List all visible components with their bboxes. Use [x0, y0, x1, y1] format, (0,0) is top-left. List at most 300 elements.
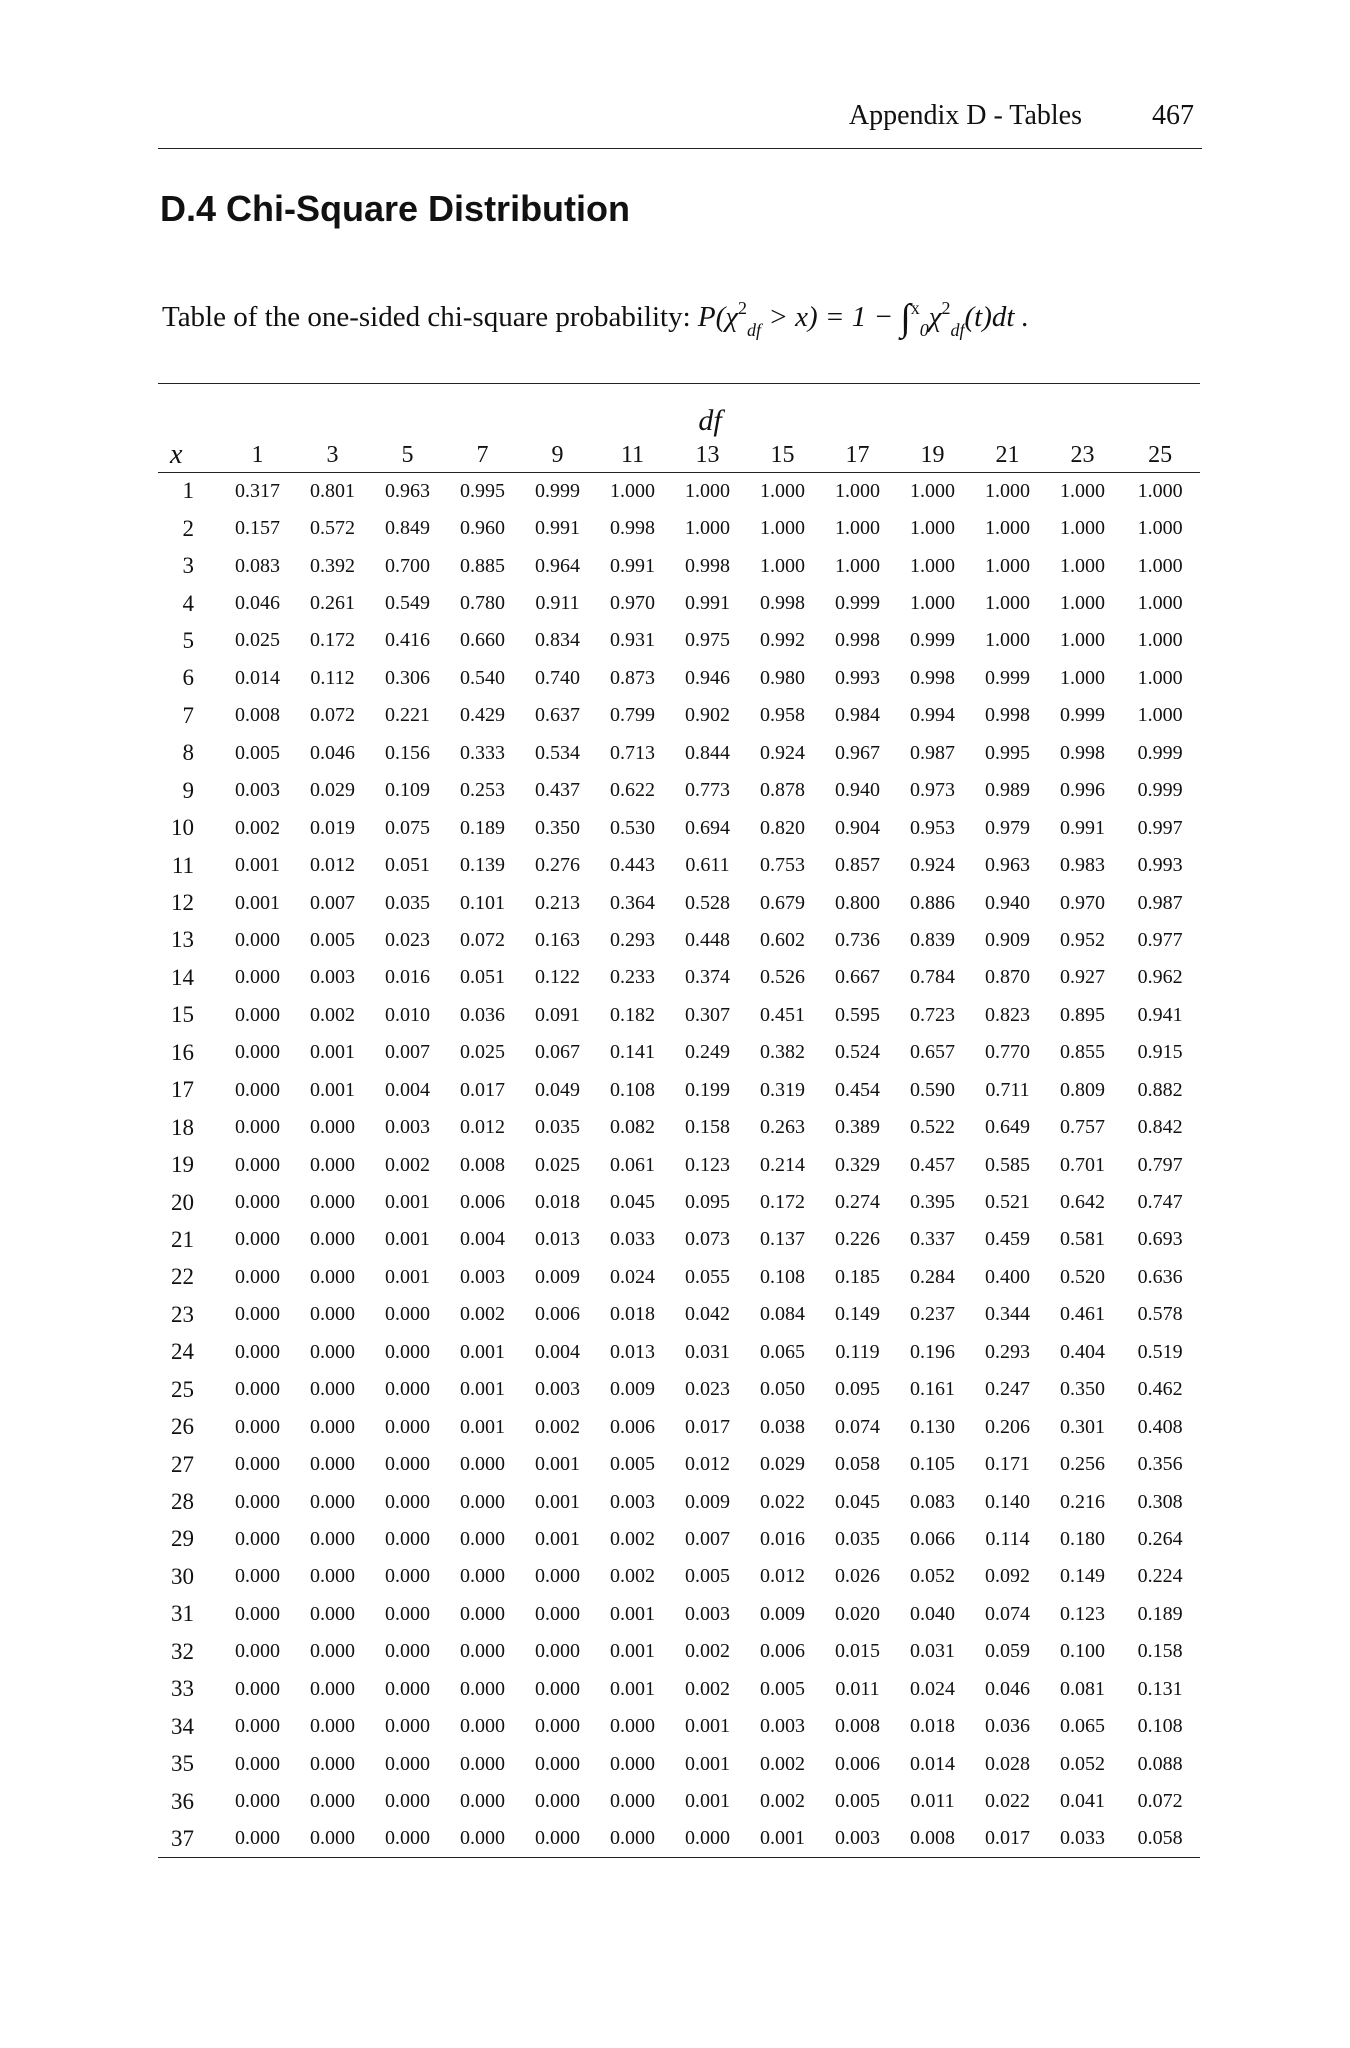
probability-cell: 0.006	[760, 1640, 805, 1663]
probability-cell: 0.011	[910, 1790, 955, 1813]
probability-cell: 0.137	[760, 1228, 805, 1251]
probability-cell: 0.010	[385, 1003, 430, 1026]
probability-cell: 0.524	[835, 1041, 880, 1064]
probability-cell: 0.993	[835, 666, 880, 689]
probability-cell: 0.740	[535, 666, 580, 689]
probability-cell: 0.000	[385, 1378, 430, 1401]
table-row	[158, 510, 1200, 547]
probability-cell: 0.857	[835, 854, 880, 877]
probability-cell: 0.016	[385, 966, 430, 989]
probability-cell: 0.052	[910, 1565, 955, 1588]
probability-cell: 0.992	[760, 629, 805, 652]
probability-cell: 0.065	[760, 1340, 805, 1363]
probability-cell: 0.029	[760, 1453, 805, 1476]
probability-cell: 0.033	[1060, 1827, 1105, 1850]
probability-cell: 0.001	[685, 1752, 730, 1775]
probability-cell: 0.051	[460, 966, 505, 989]
probability-cell: 0.108	[760, 1265, 805, 1288]
probability-cell: 0.157	[235, 517, 280, 540]
x-value-cell: 16	[171, 1039, 194, 1065]
table-row	[158, 1334, 1200, 1371]
probability-cell: 0.055	[685, 1265, 730, 1288]
probability-cell: 0.797	[1137, 1153, 1183, 1176]
probability-cell: 0.374	[685, 966, 730, 989]
x-value-cell: 27	[171, 1451, 194, 1477]
probability-cell: 0.020	[835, 1602, 880, 1625]
probability-cell: 0.002	[610, 1527, 655, 1550]
probability-cell: 0.000	[235, 1228, 280, 1251]
probability-cell: 0.344	[985, 1303, 1030, 1326]
x-value-cell: 24	[171, 1339, 194, 1365]
probability-cell: 0.000	[610, 1752, 655, 1775]
running-header	[158, 96, 1202, 149]
probability-cell: 0.003	[310, 966, 355, 989]
probability-cell: 0.000	[385, 1827, 430, 1850]
probability-cell: 0.873	[610, 666, 655, 689]
probability-cell: 0.991	[1060, 816, 1105, 839]
probability-cell: 0.636	[1137, 1265, 1183, 1288]
probability-cell: 0.999	[985, 666, 1030, 689]
probability-cell: 0.002	[460, 1303, 505, 1326]
probability-cell: 0.000	[310, 1265, 355, 1288]
probability-cell: 0.637	[535, 704, 580, 727]
probability-cell: 0.572	[310, 517, 355, 540]
probability-cell: 0.005	[685, 1565, 730, 1588]
probability-cell: 0.595	[835, 1003, 880, 1026]
df-column-header: 17	[820, 438, 895, 473]
probability-cell: 0.000	[235, 1041, 280, 1064]
probability-cell: 0.031	[910, 1640, 955, 1663]
table-row	[158, 660, 1200, 697]
probability-cell: 0.017	[460, 1078, 505, 1101]
probability-cell: 0.072	[310, 704, 355, 727]
table-row	[158, 1408, 1200, 1445]
probability-cell: 0.000	[310, 1790, 355, 1813]
x-value-cell: 19	[171, 1152, 194, 1178]
probability-cell: 0.119	[835, 1340, 880, 1363]
probability-cell: 0.000	[460, 1490, 505, 1513]
probability-cell: 0.029	[310, 779, 355, 802]
probability-cell: 0.005	[835, 1790, 880, 1813]
probability-cell: 0.018	[610, 1303, 655, 1326]
probability-cell: 0.459	[985, 1228, 1030, 1251]
probability-cell: 0.997	[1137, 816, 1183, 839]
probability-cell: 0.960	[460, 517, 505, 540]
probability-cell: 0.082	[610, 1116, 655, 1139]
x-value-cell: 36	[171, 1788, 194, 1814]
probability-cell: 0.940	[835, 779, 880, 802]
probability-cell: 0.003	[235, 779, 280, 802]
probability-cell: 0.000	[385, 1453, 430, 1476]
probability-cell: 0.000	[235, 1565, 280, 1588]
probability-cell: 0.088	[1137, 1752, 1183, 1775]
probability-cell: 0.000	[610, 1790, 655, 1813]
probability-cell: 0.108	[610, 1078, 655, 1101]
probability-cell: 0.000	[460, 1827, 505, 1850]
table-row	[158, 1072, 1200, 1109]
x-value-cell: 22	[171, 1264, 194, 1290]
probability-cell: 0.049	[535, 1078, 580, 1101]
probability-cell: 0.931	[610, 629, 655, 652]
x-value-cell: 10	[171, 815, 194, 841]
probability-cell: 0.000	[460, 1565, 505, 1588]
probability-cell: 0.723	[910, 1003, 955, 1026]
probability-cell: 0.000	[235, 1602, 280, 1625]
probability-cell: 0.000	[535, 1640, 580, 1663]
probability-cell: 0.000	[535, 1677, 580, 1700]
caption-text: Table of the one-sided chi-square probability:	[162, 301, 691, 333]
probability-cell: 0.701	[1060, 1153, 1105, 1176]
probability-cell: 1.000	[1137, 592, 1183, 615]
probability-cell: 0.216	[1060, 1490, 1105, 1513]
probability-cell: 0.999	[1137, 779, 1183, 802]
probability-cell: 0.066	[910, 1527, 955, 1550]
probability-cell: 0.213	[535, 891, 580, 914]
probability-cell: 0.317	[235, 479, 280, 502]
probability-cell: 0.221	[385, 704, 430, 727]
probability-cell: 0.012	[460, 1116, 505, 1139]
probability-cell: 0.172	[310, 629, 355, 652]
probability-cell: 0.114	[985, 1527, 1030, 1550]
table-row	[158, 1371, 1200, 1408]
table-row	[158, 1558, 1200, 1595]
x-value-cell: 25	[171, 1376, 194, 1402]
probability-cell: 1.000	[685, 479, 730, 502]
probability-cell: 0.994	[910, 704, 955, 727]
probability-cell: 0.105	[910, 1453, 955, 1476]
probability-cell: 0.736	[835, 928, 880, 951]
probability-cell: 0.002	[535, 1415, 580, 1438]
table-row	[158, 1034, 1200, 1071]
probability-cell: 0.962	[1137, 966, 1183, 989]
probability-cell: 0.026	[835, 1565, 880, 1588]
probability-cell: 0.000	[310, 1752, 355, 1775]
probability-cell: 0.000	[235, 1340, 280, 1363]
probability-cell: 0.006	[460, 1191, 505, 1214]
probability-cell: 0.022	[985, 1790, 1030, 1813]
probability-cell: 0.025	[460, 1041, 505, 1064]
probability-cell: 0.000	[235, 1265, 280, 1288]
probability-cell: 0.834	[535, 629, 580, 652]
probability-cell: 0.461	[1060, 1303, 1105, 1326]
probability-cell: 0.001	[235, 854, 280, 877]
probability-cell: 0.000	[235, 1191, 280, 1214]
formula-chi: χ	[928, 301, 942, 333]
probability-cell: 0.141	[610, 1041, 655, 1064]
probability-cell: 0.915	[1137, 1041, 1183, 1064]
probability-cell: 0.045	[835, 1490, 880, 1513]
probability-cell: 0.161	[910, 1378, 955, 1401]
x-value-cell: 7	[182, 702, 194, 728]
probability-cell: 0.454	[835, 1078, 880, 1101]
probability-cell: 0.800	[835, 891, 880, 914]
probability-cell: 0.443	[610, 854, 655, 877]
probability-cell: 0.000	[685, 1827, 730, 1850]
probability-cell: 0.001	[235, 891, 280, 914]
probability-cell: 0.014	[235, 666, 280, 689]
probability-cell: 0.083	[910, 1490, 955, 1513]
probability-cell: 0.958	[760, 704, 805, 727]
table-row	[158, 1671, 1200, 1708]
probability-cell: 0.067	[535, 1041, 580, 1064]
probability-cell: 0.091	[535, 1003, 580, 1026]
probability-cell: 0.046	[985, 1677, 1030, 1700]
table-row	[158, 622, 1200, 659]
table-row	[158, 997, 1200, 1034]
probability-cell: 0.780	[460, 592, 505, 615]
probability-cell: 0.000	[310, 1827, 355, 1850]
probability-cell: 0.000	[310, 1640, 355, 1663]
probability-cell: 0.784	[910, 966, 955, 989]
probability-cell: 0.000	[310, 1490, 355, 1513]
probability-cell: 0.003	[535, 1378, 580, 1401]
x-value-cell: 6	[182, 665, 194, 691]
table-row	[158, 959, 1200, 996]
probability-cell: 0.904	[835, 816, 880, 839]
probability-cell: 0.940	[985, 891, 1030, 914]
probability-cell: 0.000	[310, 1602, 355, 1625]
probability-cell: 0.001	[310, 1041, 355, 1064]
probability-cell: 0.000	[385, 1715, 430, 1738]
probability-cell: 0.995	[985, 741, 1030, 764]
probability-cell: 0.007	[385, 1041, 430, 1064]
probability-cell: 0.002	[760, 1790, 805, 1813]
probability-cell: 0.333	[460, 741, 505, 764]
probability-cell: 0.081	[1060, 1677, 1105, 1700]
probability-cell: 0.003	[385, 1116, 430, 1139]
x-value-cell: 14	[171, 964, 194, 990]
x-column-header: x	[158, 438, 220, 473]
probability-cell: 0.408	[1137, 1415, 1183, 1438]
probability-cell: 0.895	[1060, 1003, 1105, 1026]
probability-cell: 0.224	[1137, 1565, 1183, 1588]
probability-cell: 0.263	[760, 1116, 805, 1139]
probability-cell: 0.590	[910, 1078, 955, 1101]
probability-cell: 0.002	[760, 1752, 805, 1775]
probability-cell: 0.649	[985, 1116, 1030, 1139]
probability-cell: 0.000	[310, 1191, 355, 1214]
probability-cell: 0.416	[385, 629, 430, 652]
probability-cell: 0.878	[760, 779, 805, 802]
probability-cell: 0.000	[460, 1790, 505, 1813]
x-value-cell: 11	[171, 852, 194, 878]
probability-cell: 0.602	[760, 928, 805, 951]
probability-cell: 0.000	[235, 1303, 280, 1326]
probability-cell: 0.437	[535, 779, 580, 802]
probability-cell: 0.008	[835, 1715, 880, 1738]
probability-cell: 0.998	[760, 592, 805, 615]
probability-cell: 0.757	[1060, 1116, 1105, 1139]
probability-cell: 0.284	[910, 1265, 955, 1288]
probability-cell: 0.036	[985, 1715, 1030, 1738]
probability-cell: 0.395	[910, 1191, 955, 1214]
probability-cell: 1.000	[760, 554, 805, 577]
probability-cell: 0.350	[1060, 1378, 1105, 1401]
df-column-header: 3	[295, 438, 370, 473]
probability-cell: 0.182	[610, 1003, 655, 1026]
probability-cell: 0.013	[610, 1340, 655, 1363]
probability-cell: 0.578	[1137, 1303, 1183, 1326]
probability-cell: 0.140	[985, 1490, 1030, 1513]
probability-cell: 0.000	[235, 966, 280, 989]
probability-cell: 0.101	[460, 891, 505, 914]
probability-cell: 0.035	[535, 1116, 580, 1139]
probability-cell: 0.112	[310, 666, 355, 689]
probability-cell: 1.000	[1137, 666, 1183, 689]
probability-cell: 0.189	[460, 816, 505, 839]
probability-cell: 0.993	[1137, 854, 1183, 877]
probability-cell: 0.035	[385, 891, 430, 914]
probability-cell: 0.000	[460, 1453, 505, 1476]
probability-cell: 0.072	[1137, 1790, 1183, 1813]
x-value-cell: 28	[171, 1489, 194, 1515]
probability-cell: 0.000	[385, 1565, 430, 1588]
probability-cell: 0.522	[910, 1116, 955, 1139]
probability-cell: 0.400	[985, 1265, 1030, 1288]
probability-cell: 0.171	[985, 1453, 1030, 1476]
probability-cell: 0.000	[535, 1752, 580, 1775]
probability-cell: 0.001	[760, 1827, 805, 1850]
probability-cell: 0.009	[535, 1265, 580, 1288]
probability-cell: 1.000	[910, 554, 955, 577]
probability-cell: 0.952	[1060, 928, 1105, 951]
probability-cell: 0.264	[1137, 1527, 1183, 1550]
probability-cell: 0.429	[460, 704, 505, 727]
integral-sign: ∫	[900, 297, 911, 339]
probability-cell: 1.000	[835, 554, 880, 577]
probability-cell: 0.534	[535, 741, 580, 764]
probability-cell: 0.149	[1060, 1565, 1105, 1588]
df-column-header: 13	[670, 438, 745, 473]
probability-cell: 0.000	[385, 1527, 430, 1550]
probability-cell: 0.073	[685, 1228, 730, 1251]
table-row	[158, 847, 1200, 884]
running-title: Appendix D - Tables	[848, 100, 1082, 131]
probability-cell: 0.911	[535, 592, 580, 615]
table-row	[158, 1708, 1200, 1745]
probability-cell: 1.000	[1137, 479, 1183, 502]
table-row	[158, 1296, 1200, 1333]
probability-cell: 1.000	[1060, 517, 1105, 540]
probability-cell: 0.072	[460, 928, 505, 951]
x-value-cell: 31	[171, 1601, 194, 1627]
x-value-cell: 13	[171, 927, 194, 953]
probability-cell: 0.051	[385, 854, 430, 877]
probability-cell: 0.130	[910, 1415, 955, 1438]
table-row	[158, 1483, 1200, 1520]
table-body	[158, 473, 1200, 1858]
probability-cell: 0.963	[985, 854, 1030, 877]
probability-cell: 0.276	[535, 854, 580, 877]
probability-cell: 0.987	[910, 741, 955, 764]
probability-cell: 0.046	[310, 741, 355, 764]
probability-cell: 0.237	[910, 1303, 955, 1326]
x-value-cell: 18	[171, 1114, 194, 1140]
integral-upper: x	[910, 298, 920, 318]
probability-cell: 0.003	[835, 1827, 880, 1850]
probability-cell: 0.000	[610, 1715, 655, 1738]
formula-left: P(χ	[697, 301, 739, 333]
probability-cell: 1.000	[1060, 554, 1105, 577]
column-header-row	[158, 438, 1200, 473]
probability-cell: 0.003	[685, 1602, 730, 1625]
probability-cell: 0.005	[235, 741, 280, 764]
probability-cell: 0.042	[685, 1303, 730, 1326]
page-number: 467	[1152, 100, 1194, 131]
table-row	[158, 585, 1200, 622]
probability-cell: 1.000	[1060, 666, 1105, 689]
probability-cell: 0.998	[1060, 741, 1105, 764]
x-value-cell: 20	[171, 1189, 194, 1215]
probability-cell: 0.842	[1137, 1116, 1183, 1139]
probability-cell: 0.058	[835, 1453, 880, 1476]
probability-cell: 0.855	[1060, 1041, 1105, 1064]
probability-cell: 0.074	[835, 1415, 880, 1438]
table-row	[158, 1146, 1200, 1183]
probability-cell: 0.773	[685, 779, 730, 802]
probability-cell: 0.694	[685, 816, 730, 839]
probability-cell: 0.031	[685, 1340, 730, 1363]
probability-cell: 0.000	[460, 1640, 505, 1663]
x-value-cell: 29	[171, 1526, 194, 1552]
chi-square-table	[158, 383, 1200, 1858]
table-row	[158, 922, 1200, 959]
probability-cell: 0.000	[310, 1116, 355, 1139]
probability-cell: 0.700	[385, 554, 430, 577]
probability-cell: 0.023	[385, 928, 430, 951]
probability-cell: 0.000	[235, 1752, 280, 1775]
df-label: df	[698, 404, 722, 437]
table-row	[158, 1259, 1200, 1296]
probability-cell: 0.012	[310, 854, 355, 877]
probability-cell: 0.163	[535, 928, 580, 951]
probability-cell: 0.975	[685, 629, 730, 652]
probability-cell: 0.000	[235, 1527, 280, 1550]
probability-cell: 0.964	[535, 554, 580, 577]
probability-cell: 0.642	[1060, 1191, 1105, 1214]
probability-cell: 0.000	[385, 1490, 430, 1513]
probability-cell: 0.156	[385, 741, 430, 764]
df-column-header: 19	[895, 438, 970, 473]
probability-cell: 0.984	[835, 704, 880, 727]
probability-formula	[697, 297, 1029, 340]
table-row	[158, 547, 1200, 584]
probability-cell: 1.000	[760, 517, 805, 540]
table-row	[158, 697, 1200, 734]
probability-cell: 0.526	[760, 966, 805, 989]
x-value-cell: 34	[171, 1713, 194, 1739]
x-value-cell: 33	[171, 1676, 194, 1702]
probability-cell: 0.002	[310, 1003, 355, 1026]
probability-cell: 0.924	[910, 854, 955, 877]
probability-cell: 0.820	[760, 816, 805, 839]
probability-cell: 0.016	[760, 1527, 805, 1550]
probability-cell: 0.000	[535, 1602, 580, 1625]
probability-cell: 0.581	[1060, 1228, 1105, 1251]
probability-cell: 0.003	[610, 1490, 655, 1513]
probability-cell: 1.000	[835, 479, 880, 502]
probability-cell: 0.902	[685, 704, 730, 727]
probability-cell: 0.980	[760, 666, 805, 689]
df-column-header: 23	[1045, 438, 1120, 473]
probability-cell: 0.000	[310, 1565, 355, 1588]
probability-cell: 0.000	[385, 1340, 430, 1363]
df-header-row	[158, 384, 1200, 439]
probability-cell: 0.000	[385, 1602, 430, 1625]
probability-cell: 0.970	[610, 592, 655, 615]
probability-cell: 0.451	[760, 1003, 805, 1026]
probability-cell: 0.711	[985, 1078, 1030, 1101]
